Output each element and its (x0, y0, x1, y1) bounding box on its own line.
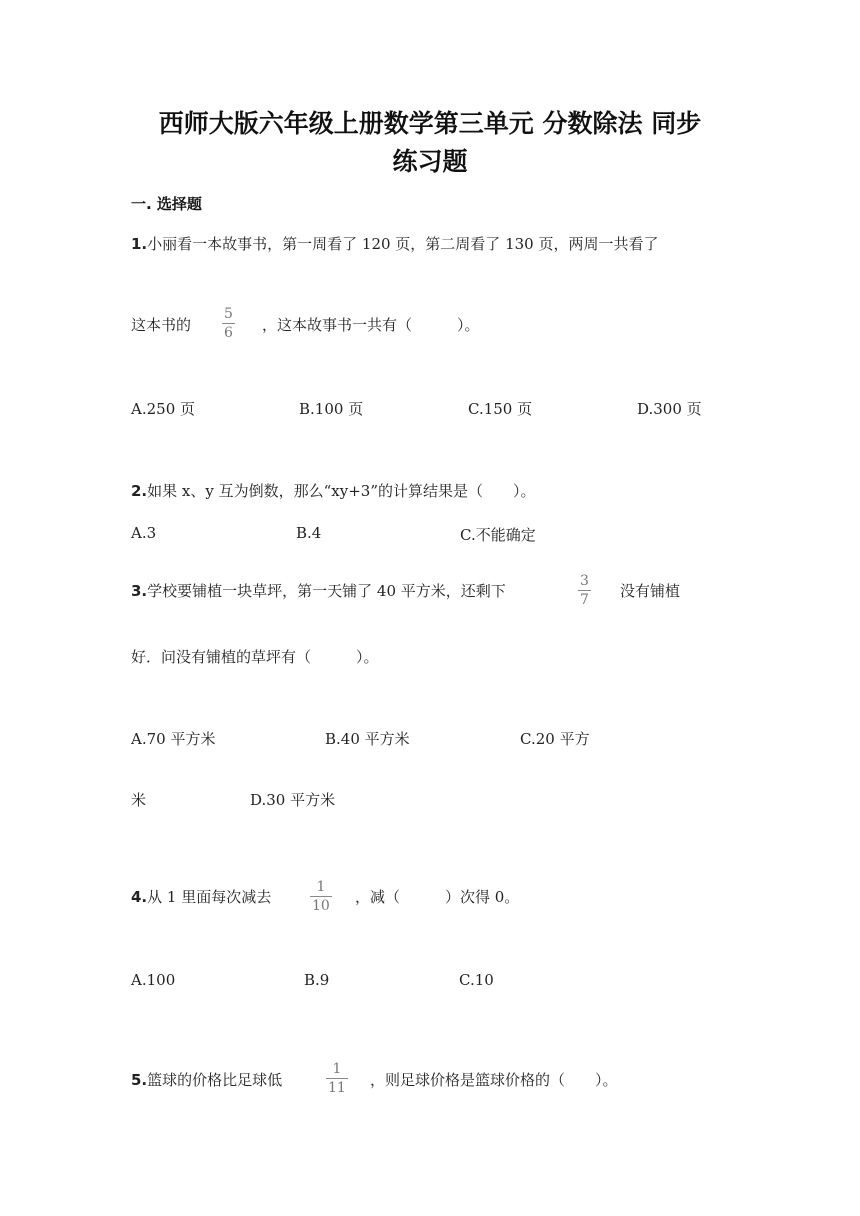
question-5-line1-pre (131, 1069, 282, 1090)
fraction-numerator: 1 (332, 1061, 342, 1077)
fraction-bar (310, 896, 332, 897)
fraction-denominator: 11 (328, 1080, 346, 1096)
question-4-option-b[interactable]: B.9 (304, 971, 330, 989)
question-4-line1-pre (131, 886, 271, 907)
question-1-number: 1. (131, 235, 148, 253)
question-5-line1-post: ，则足球价格是篮球价格的（ ）。 (370, 1071, 618, 1089)
question-1-text: 小丽看一本故事书，第一周看了 120 页，第二周看了 130 页，两周一共看了 (147, 235, 659, 253)
question-5-text: 篮球的价格比足球低 (147, 1071, 283, 1089)
question-4-number: 4. (131, 888, 148, 906)
question-1-line1 (131, 233, 658, 254)
fraction-bar (326, 1078, 348, 1079)
question-3-text: 学校要铺植一块草坪，第一天铺了 40 平方米，还剩下 (147, 582, 506, 600)
question-5-fraction (326, 1062, 348, 1095)
question-1-line2-pre: 这本书的 (131, 316, 192, 334)
question-3-fraction (578, 574, 591, 607)
question-3-line2: 好．问没有铺植的草坪有（ ）。 (131, 648, 379, 666)
question-2-option-c[interactable]: C.不能确定 (460, 526, 536, 544)
fraction-numerator: 5 (224, 306, 233, 322)
question-3-option-b[interactable]: B.40 平方米 (325, 730, 410, 748)
question-2-number: 2. (131, 482, 148, 500)
page-title-line2: 练习题 (392, 147, 468, 176)
fraction-denominator: 6 (224, 325, 233, 341)
fraction-denominator: 10 (312, 898, 330, 914)
page-title-line1: 西师大版六年级上册数学第三单元 分数除法 同步 (158, 109, 702, 138)
question-3-option-a[interactable]: A.70 平方米 (131, 730, 216, 748)
question-5-number: 5. (131, 1071, 148, 1089)
question-4-line1-post: ，减（ ）次得 0。 (355, 888, 520, 906)
question-2-text: 如果 x、y 互为倒数，那么“xy+3”的计算结果是（ ）。 (147, 482, 536, 500)
fraction-bar (578, 590, 591, 591)
question-3-line1-pre (131, 580, 506, 601)
question-4-option-c[interactable]: C.10 (459, 971, 494, 989)
question-4-text: 从 1 里面每次减去 (147, 888, 272, 906)
question-3-number: 3. (131, 582, 148, 600)
question-2-option-a[interactable]: A.3 (131, 524, 157, 542)
fraction-bar (222, 323, 235, 324)
question-1-line2-post: ，这本故事书一共有（ ）。 (262, 316, 480, 334)
question-4-fraction (310, 880, 332, 913)
fraction-numerator: 3 (580, 573, 589, 589)
question-3-line1-post: 没有铺植 (620, 582, 681, 600)
question-3-option-c-wrap: 米 (131, 791, 147, 809)
question-3-option-c[interactable]: C.20 平方 (520, 730, 590, 748)
question-1-option-c[interactable]: C.150 页 (468, 400, 533, 418)
question-1-option-b[interactable]: B.100 页 (299, 400, 364, 418)
section-heading: 一. 选择题 (131, 195, 202, 213)
fraction-numerator: 1 (316, 879, 326, 895)
question-2-line1 (131, 480, 536, 501)
question-3-option-d[interactable]: D.30 平方米 (250, 791, 336, 809)
question-4-option-a[interactable]: A.100 (131, 971, 176, 989)
question-1-option-d[interactable]: D.300 页 (637, 400, 702, 418)
question-1-option-a[interactable]: A.250 页 (131, 400, 195, 418)
fraction-denominator: 7 (580, 592, 589, 608)
question-1-fraction (222, 307, 235, 340)
question-2-option-b[interactable]: B.4 (296, 524, 322, 542)
